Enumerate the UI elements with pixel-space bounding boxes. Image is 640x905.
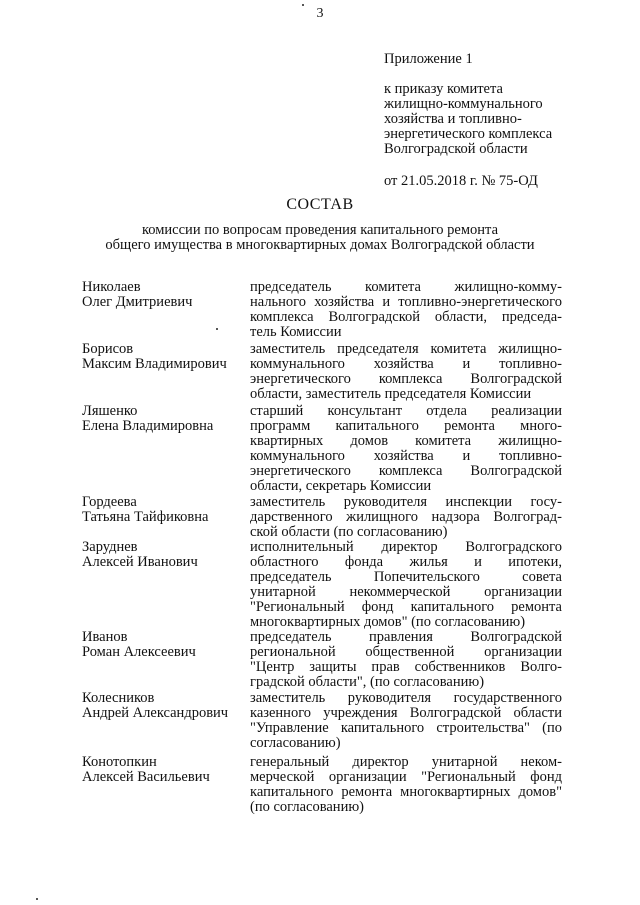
member-surname: Колесников (82, 690, 155, 706)
member-given-name: Алексей Иванович (82, 554, 198, 570)
member-role (250, 755, 562, 815)
member-name (82, 495, 247, 540)
subtitle-line: комиссии по вопросам проведения капитального ремонта (141, 222, 499, 238)
member-entry (82, 630, 562, 690)
member-surname: Борисов (82, 341, 134, 357)
member-role (250, 630, 562, 690)
role-line: исполнительный директор Волгоградского (250, 539, 562, 555)
member-name (82, 691, 247, 751)
member-given-name: Елена Владимировна (82, 418, 214, 434)
role-line: "Центр защиты прав собственников Волго- (250, 659, 562, 675)
role-line: градской области", (по согласованию) (250, 674, 485, 690)
member-surname: Гордеева (82, 494, 137, 510)
member-name (82, 280, 247, 340)
role-line: старший консультант отдела реализации (250, 403, 562, 419)
document-title: СОСТАВ (286, 196, 354, 213)
order-date: от 21.05.2018 г. № 75-ОД (384, 173, 538, 189)
member-role (250, 691, 562, 751)
member-given-name: Роман Алексеевич (82, 644, 196, 660)
member-entry (82, 540, 562, 630)
member-entry (82, 404, 562, 494)
subtitle-line: общего имущества в многоквартирных домах Волгоградской области (105, 237, 535, 253)
appendix-title: Приложение 1 (384, 51, 473, 67)
member-role (250, 540, 562, 630)
member-name (82, 755, 247, 815)
order-line: энергетического комплекса (384, 126, 553, 142)
role-line: председатель правления Волгоградской (250, 629, 562, 645)
role-line: региональной общественной организации (250, 644, 562, 660)
role-line: тель Комиссии (250, 324, 342, 340)
member-surname: Ляшенко (82, 403, 138, 419)
role-line: коммунального хозяйства и топливно- (250, 448, 562, 464)
role-line: энергетического комплекса Волгоградской (250, 463, 562, 479)
role-line: председатель Попечительского совета (250, 569, 562, 585)
order-reference (384, 82, 584, 157)
member-role (250, 404, 562, 494)
member-name (82, 630, 247, 690)
role-line: дарственного жилищного надзора Волгоград- (250, 509, 562, 525)
member-entry (82, 342, 562, 402)
role-line: многоквартирных домов" (по согласованию) (250, 614, 526, 630)
role-line: казенного учреждения Волгоградской области (250, 705, 562, 721)
order-line: хозяйства и топливно- (384, 111, 522, 127)
role-line: программ капитального ремонта много- (250, 418, 562, 434)
member-surname: Иванов (82, 629, 128, 645)
member-given-name: Максим Владимирович (82, 356, 227, 372)
member-role (250, 495, 562, 540)
role-line: унитарной некоммерческой организации (250, 584, 562, 600)
document-subtitle (0, 223, 640, 253)
member-given-name: Олег Дмитриевич (82, 294, 193, 310)
role-line: (по согласованию) (250, 799, 364, 815)
member-given-name: Алексей Васильевич (82, 769, 210, 785)
role-line: комплекса Волгоградской области, председа- (250, 309, 562, 325)
member-name (82, 404, 247, 494)
role-line: энергетического комплекса Волгоградской (250, 371, 562, 387)
member-surname: Заруднев (82, 539, 138, 555)
role-line: капитального ремонта многоквартирных домов" (250, 784, 562, 800)
role-line: квартирных домов комитета жилищно- (250, 433, 562, 449)
role-line: области, секретарь Комиссии (250, 478, 432, 494)
role-line: согласованию) (250, 735, 341, 751)
order-line: Волгоградской области (384, 141, 528, 157)
member-given-name: Татьяна Тайфиковна (82, 509, 209, 525)
role-line: мерческой организации "Региональный фонд (250, 769, 562, 785)
scan-speck (36, 898, 38, 900)
role-line: области, заместитель председателя Комиссии (250, 386, 532, 402)
page-number: 3 (316, 6, 324, 21)
member-entry (82, 755, 562, 815)
role-line: ской области (по согласованию) (250, 524, 448, 540)
role-line: заместитель руководителя государственного (250, 690, 562, 706)
role-line: коммунального хозяйства и топливно- (250, 356, 562, 372)
member-surname: Конотопкин (82, 754, 157, 770)
role-line: "Управление капитального строительства" (по (250, 720, 562, 736)
order-line: жилищно-коммунального (384, 96, 543, 112)
member-name (82, 540, 247, 630)
member-entry (82, 495, 562, 540)
appendix-block (384, 52, 584, 189)
member-role (250, 280, 562, 340)
role-line: "Региональный фонд капитального ремонта (250, 599, 562, 615)
order-line: к приказу комитета (384, 81, 503, 97)
member-name (82, 342, 247, 402)
member-entry (82, 691, 562, 751)
member-given-name: Андрей Александрович (82, 705, 229, 721)
role-line: заместитель руководителя инспекции госу- (250, 494, 562, 510)
member-surname: Николаев (82, 279, 141, 295)
role-line: председатель комитета жилищно-комму- (250, 279, 562, 295)
member-entry (82, 280, 562, 340)
scan-speck (302, 4, 304, 6)
role-line: областного фонда жилья и ипотеки, (250, 554, 562, 570)
role-line: заместитель председателя комитета жилищно- (250, 341, 562, 357)
role-line: нального хозяйства и топливно-энергетического (250, 294, 562, 310)
member-role (250, 342, 562, 402)
role-line: генеральный директор унитарной неком- (250, 754, 562, 770)
scan-speck (216, 328, 218, 330)
